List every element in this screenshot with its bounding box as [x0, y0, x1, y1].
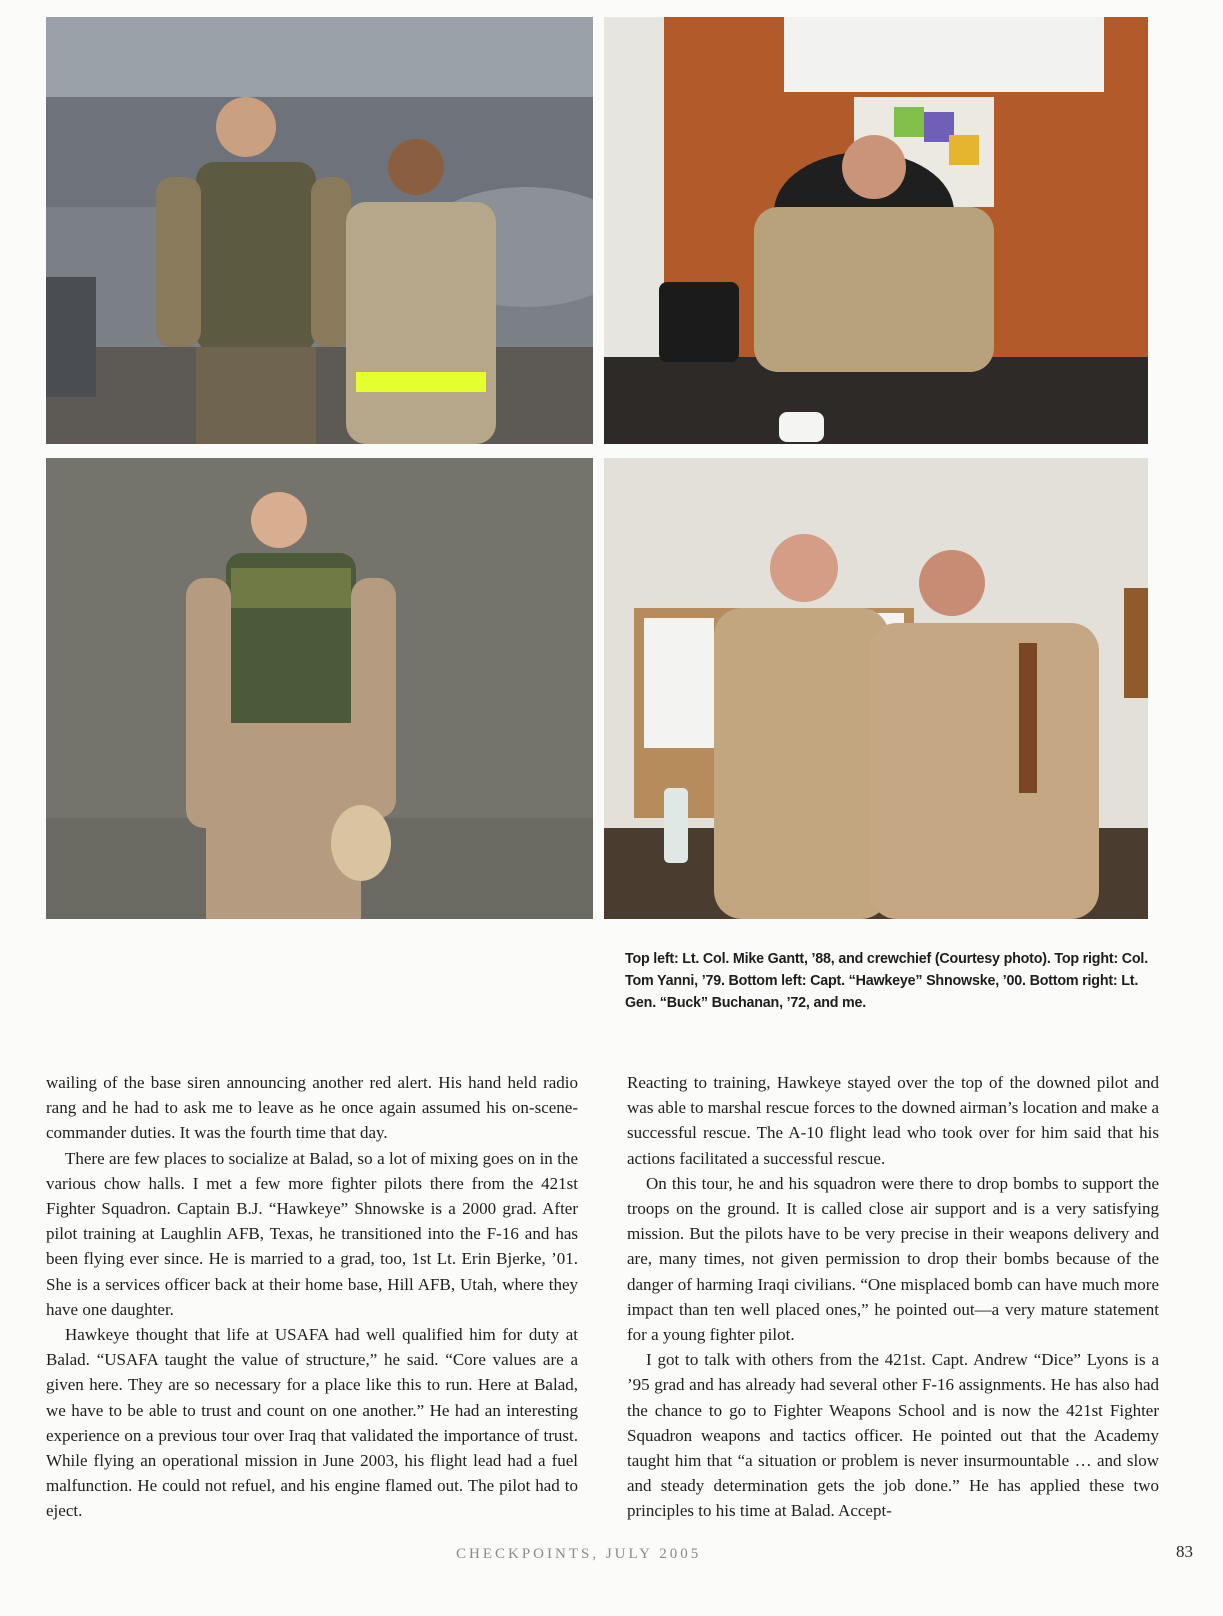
photo-top-left [46, 17, 593, 444]
photo-bottom-right [604, 458, 1148, 919]
paragraph: There are few places to socialize at Balad, so a lot of mixing goes on in the various chow halls. I met a few more fighter pilots there from the 421st Fighter Squadron. Captain B.J. “Hawkeye” Shnowske is a 2000 grad. After pilot training at Laughlin AFB, Texas, he transitioned into the F-16 and has been flying ever since. He is married to a grad, too, 1st Lt. Erin Bjerke, ’01. She is a services officer back at their home base, Hill AFB, Utah, where they have one daughter. [46, 1148, 578, 1319]
paragraph: Reacting to training, Hawkeye stayed over the top of the downed pilot and was able to marshal rescue forces to the downed airman’s location and make a successful rescue. The A-10 flight lead who took over for him said that his actions facilitated a successful rescue. [627, 1073, 1159, 1168]
paragraph: wailing of the base siren announcing another red alert. His hand held radio rang and he had to ask me to leave as he once again assumed his on-scene-commander duties. It was the fourth time that day. [46, 1073, 578, 1143]
photo-bottom-right-image [604, 458, 1148, 919]
photo-caption: Top left: Lt. Col. Mike Gantt, ’88, and crewchief (Courtesy photo). Top right: Col. Tom Yanni, ’79. Bottom left: Capt. “Hawkeye” Shnowske, ’00. Bottom right: Lt. Gen. “Buck” Buchanan, ’72, and me. [625, 951, 1148, 1011]
article-column-left [46, 1070, 578, 1524]
paragraph: On this tour, he and his squadron were there to drop bombs to support the troops on the ground. It is called close air support and is a very satisfying mission. But the pilots have to be very precise in their weapons delivery and are, many times, not given permission to drop their bombs because of the danger of harming Iraqi civilians. “One misplaced bomb can have much more impact than ten well placed ones,” he pointed out—a very mature statement for a young fighter pilot. [627, 1173, 1159, 1345]
photo-top-right-image [604, 17, 1148, 444]
paragraph: Hawkeye thought that life at USAFA had well qualified him for duty at Balad. “USAFA taught the value of structure,” he said. “Core values are a given here. They are so necessary for a place like this to run. Here at Balad, we have to be able to trust and count on one another.” He had an interesting experience on a previous tour over Iraq that validated the importance of trust. While flying an operational mission in June 2003, his flight lead had a fuel malfunction. He could not refuel, and his engine flamed out. The pilot had to eject. [46, 1325, 578, 1521]
photo-top-left-image [46, 17, 593, 444]
article-column-right [627, 1070, 1159, 1524]
photo-bottom-left [46, 458, 593, 919]
page-number: 83 [1176, 1542, 1193, 1561]
photo-top-right [604, 17, 1148, 444]
photo-bottom-left-image [46, 458, 593, 919]
paragraph: I got to talk with others from the 421st. Capt. Andrew “Dice” Lyons is a ’95 grad and has already had several other F-16 assignments. He has also had the chance to go to Fighter Weapons School and is now the 421st Fighter Squadron weapons and tactics officer. He pointed out that the Academy taught him that “a situation or problem is never insurmountable … and slow and steady determination gets the job done.” He has applied these two principles to his time at Balad. Accept- [627, 1350, 1159, 1521]
running-footer: CHECKPOINTS, JULY 2005 [456, 1546, 702, 1562]
